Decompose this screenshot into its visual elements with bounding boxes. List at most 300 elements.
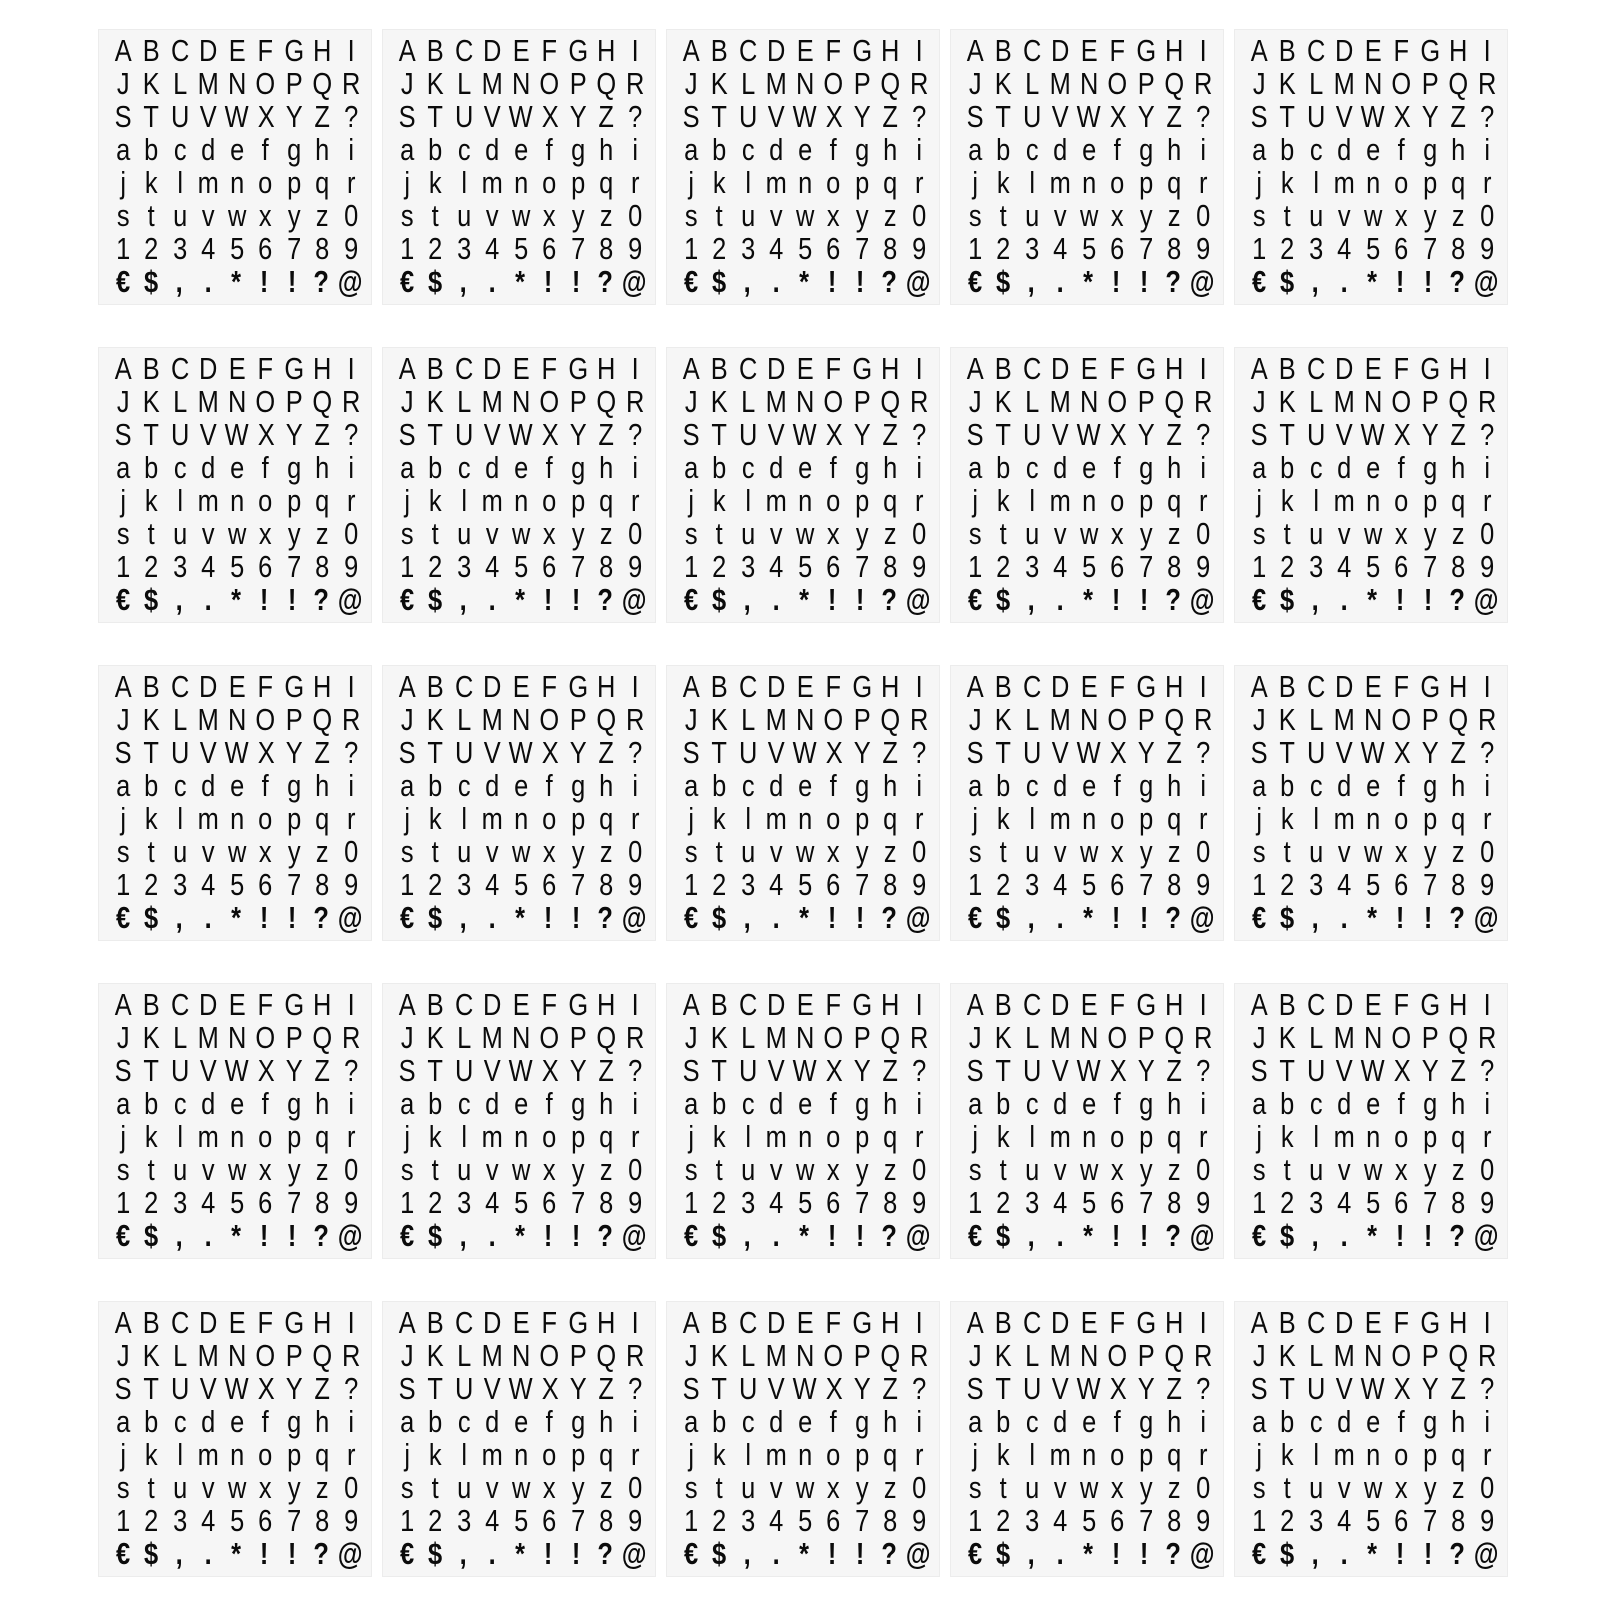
letter-sticker: M: [481, 702, 504, 737]
letter-sticker: 0: [627, 1470, 642, 1505]
letter-sticker: 1: [684, 1503, 699, 1538]
sticker-row: [961, 1438, 1217, 1471]
letter-sticker: I: [1483, 669, 1491, 704]
letter-sticker: C: [170, 987, 190, 1022]
letter-sticker: €: [116, 1218, 131, 1253]
letter-sticker: I: [631, 1305, 639, 1340]
letter-sticker: c: [1025, 768, 1039, 803]
letter-sticker: c: [741, 768, 755, 803]
sticker-row: [677, 703, 933, 736]
sticker-row: [109, 451, 365, 484]
letter-sticker: w: [1079, 516, 1099, 551]
letter-sticker: o: [542, 1437, 557, 1472]
letter-sticker: q: [883, 1437, 898, 1472]
letter-sticker: j: [972, 801, 979, 836]
sticker-row: [1245, 100, 1501, 133]
letter-sticker: 7: [1138, 231, 1153, 266]
letter-sticker: V: [199, 417, 217, 452]
letter-sticker: @: [621, 1218, 647, 1253]
letter-sticker: Z: [598, 735, 615, 770]
letter-sticker: D: [483, 987, 502, 1022]
letter-sticker: U: [454, 99, 474, 134]
letter-sticker: 4: [485, 549, 500, 584]
letter-sticker: Z: [1450, 1371, 1467, 1406]
letter-sticker: V: [199, 1371, 217, 1406]
letter-sticker: n: [513, 1119, 529, 1154]
sticker-row: [1245, 1054, 1501, 1087]
letter-sticker: X: [825, 417, 843, 452]
letter-sticker: 1: [400, 549, 415, 584]
letter-sticker: U: [738, 735, 758, 770]
letter-sticker: €: [400, 900, 415, 935]
letter-sticker: j: [1256, 165, 1263, 200]
letter-sticker: 4: [1337, 1185, 1352, 1220]
letter-sticker: C: [170, 351, 190, 386]
letter-sticker: R: [341, 1020, 360, 1055]
sticker-row: [109, 166, 365, 199]
letter-sticker: U: [1022, 1371, 1042, 1406]
letter-sticker: @: [337, 900, 363, 935]
sticker-row: [677, 583, 933, 616]
letter-sticker: 0: [911, 834, 926, 869]
letter-sticker: 0: [627, 198, 642, 233]
letter-sticker: 3: [173, 1503, 188, 1538]
letter-sticker: .: [204, 900, 212, 935]
letter-sticker: t: [148, 1152, 156, 1187]
letter-sticker: n: [797, 483, 813, 518]
letter-sticker: *: [231, 1536, 241, 1571]
letter-sticker: ?: [1164, 1218, 1181, 1253]
sticker-row: [1245, 550, 1501, 583]
letter-sticker: A: [966, 1305, 984, 1340]
sticker-row: [961, 1186, 1217, 1219]
letter-sticker: m: [1333, 165, 1356, 200]
letter-sticker: 0: [1195, 1470, 1210, 1505]
letter-sticker: r: [630, 1437, 640, 1472]
letter-sticker: p: [286, 1119, 301, 1154]
letter-sticker: 0: [343, 1152, 358, 1187]
letter-sticker: 0: [1479, 1152, 1494, 1187]
letter-sticker: L: [457, 1020, 472, 1055]
sticker-row: [1245, 67, 1501, 100]
letter-sticker: V: [483, 735, 501, 770]
letter-sticker: h: [315, 1404, 330, 1439]
letter-sticker: l: [177, 1437, 183, 1472]
letter-sticker: 5: [1081, 1185, 1097, 1220]
letter-sticker: r: [1198, 1437, 1208, 1472]
letter-sticker: 5: [513, 1185, 529, 1220]
letter-sticker: 3: [1309, 1185, 1324, 1220]
letter-sticker: p: [854, 483, 869, 518]
letter-sticker: E: [796, 669, 814, 704]
letter-sticker: M: [197, 1020, 220, 1055]
letter-sticker: G: [851, 33, 872, 68]
sticker-row: [393, 835, 649, 868]
letter-sticker: z: [883, 1470, 897, 1505]
letter-sticker: 6: [542, 867, 557, 902]
sticker-row: [393, 484, 649, 517]
letter-sticker: w: [511, 516, 531, 551]
letter-sticker: w: [795, 1470, 815, 1505]
letter-sticker: y: [1139, 834, 1153, 869]
letter-sticker: ?: [1164, 1536, 1181, 1571]
letter-sticker: I: [1483, 33, 1491, 68]
letter-sticker: 3: [1025, 1185, 1040, 1220]
letter-sticker: ?: [312, 582, 329, 617]
letter-sticker: ?: [596, 1218, 613, 1253]
letter-sticker: u: [1309, 198, 1324, 233]
letter-sticker: O: [1107, 1338, 1128, 1373]
letter-sticker: i: [631, 132, 638, 167]
letter-sticker: D: [1335, 351, 1354, 386]
letter-sticker: s: [1252, 1152, 1266, 1187]
letter-sticker: e: [1081, 768, 1097, 803]
letter-sticker: *: [799, 264, 809, 299]
letter-sticker: €: [1252, 264, 1267, 299]
letter-sticker: O: [1391, 1020, 1412, 1055]
letter-sticker: t: [716, 1152, 724, 1187]
letter-sticker: 9: [343, 549, 358, 584]
letter-sticker: 4: [1053, 231, 1068, 266]
letter-sticker: O: [1107, 66, 1128, 101]
letter-sticker: Z: [882, 735, 899, 770]
letter-sticker: !: [856, 1536, 865, 1571]
letter-sticker: Q: [312, 702, 333, 737]
letter-sticker: Y: [1421, 417, 1439, 452]
letter-sticker: ?: [911, 1371, 926, 1406]
letter-sticker: H: [1449, 33, 1468, 68]
letter-sticker: I: [631, 33, 639, 68]
letter-sticker: w: [227, 516, 247, 551]
letter-sticker: l: [461, 165, 467, 200]
letter-sticker: X: [257, 99, 275, 134]
letter-sticker: o: [542, 1119, 557, 1154]
letter-sticker: P: [285, 1020, 303, 1055]
letter-sticker: b: [1280, 132, 1295, 167]
letter-sticker: x: [543, 198, 556, 233]
sticker-row: [393, 703, 649, 736]
letter-sticker: p: [854, 1437, 869, 1472]
letter-sticker: x: [1395, 1152, 1408, 1187]
letter-sticker: W: [792, 1053, 817, 1088]
letter-sticker: T: [143, 99, 160, 134]
letter-sticker: 6: [826, 867, 841, 902]
letter-sticker: t: [716, 198, 724, 233]
sticker-row: [961, 988, 1217, 1021]
letter-sticker: s: [400, 198, 414, 233]
letter-sticker: ,: [744, 1536, 752, 1571]
letter-sticker: 4: [1053, 1503, 1068, 1538]
letter-sticker: R: [341, 66, 360, 101]
letter-sticker: x: [543, 1152, 556, 1187]
letter-sticker: D: [1051, 1305, 1070, 1340]
letter-sticker: k: [145, 1119, 159, 1154]
letter-sticker: K: [1279, 1338, 1297, 1373]
letter-sticker: r: [630, 801, 640, 836]
sticker-row: [1245, 901, 1501, 934]
letter-sticker: .: [1340, 1218, 1348, 1253]
letter-sticker: 7: [286, 1503, 301, 1538]
letter-sticker: g: [286, 1086, 301, 1121]
letter-sticker: 6: [542, 549, 557, 584]
letter-sticker: G: [283, 351, 304, 386]
letter-sticker: H: [1449, 1305, 1468, 1340]
letter-sticker: P: [1421, 1020, 1439, 1055]
sticker-sheet: [666, 983, 940, 1259]
letter-sticker: p: [1138, 165, 1153, 200]
letter-sticker: J: [116, 702, 130, 737]
letter-sticker: 0: [1195, 198, 1210, 233]
letter-sticker: F: [257, 33, 274, 68]
letter-sticker: 9: [911, 549, 926, 584]
letter-sticker: 4: [485, 867, 500, 902]
letter-sticker: !: [856, 1218, 865, 1253]
letter-sticker: 8: [1451, 1503, 1466, 1538]
letter-sticker: N: [227, 384, 247, 419]
letter-sticker: *: [1083, 264, 1093, 299]
letter-sticker: .: [1340, 1536, 1348, 1571]
sticker-row: [677, 1471, 933, 1504]
letter-sticker: n: [1365, 483, 1381, 518]
letter-sticker: T: [427, 417, 444, 452]
letter-sticker: Z: [1166, 1371, 1183, 1406]
letter-sticker: O: [539, 1338, 560, 1373]
sticker-row: [109, 1219, 365, 1252]
sticker-row: [1245, 1153, 1501, 1186]
letter-sticker: m: [765, 165, 788, 200]
letter-sticker: ,: [1028, 1218, 1036, 1253]
letter-sticker: r: [1198, 1119, 1208, 1154]
sticker-sheet: [1234, 347, 1508, 623]
sticker-row: [1245, 1120, 1501, 1153]
letter-sticker: e: [797, 1086, 813, 1121]
sticker-row: [961, 352, 1217, 385]
letter-sticker: @: [621, 582, 647, 617]
sticker-row: [393, 901, 649, 934]
letter-sticker: J: [968, 1338, 982, 1373]
letter-sticker: 5: [513, 867, 529, 902]
letter-sticker: P: [569, 1338, 587, 1373]
letter-sticker: r: [1482, 1437, 1492, 1472]
letter-sticker: ?: [911, 417, 926, 452]
letter-sticker: a: [400, 768, 415, 803]
letter-sticker: $: [996, 1218, 1011, 1253]
letter-sticker: m: [1049, 165, 1072, 200]
letter-sticker: c: [1309, 450, 1323, 485]
letter-sticker: .: [772, 900, 780, 935]
letter-sticker: d: [201, 450, 216, 485]
letter-sticker: 4: [1337, 1503, 1352, 1538]
letter-sticker: j: [1256, 1119, 1263, 1154]
letter-sticker: d: [485, 1404, 500, 1439]
letter-sticker: 1: [1252, 1185, 1267, 1220]
letter-sticker: q: [1451, 165, 1466, 200]
letter-sticker: Z: [314, 735, 331, 770]
letter-sticker: 1: [684, 1185, 699, 1220]
letter-sticker: S: [682, 99, 700, 134]
letter-sticker: d: [769, 132, 784, 167]
letter-sticker: M: [197, 1338, 220, 1373]
letter-sticker: d: [1337, 768, 1352, 803]
letter-sticker: .: [1056, 1218, 1064, 1253]
letter-sticker: k: [713, 165, 727, 200]
letter-sticker: r: [1198, 801, 1208, 836]
sticker-row: [677, 988, 933, 1021]
letter-sticker: 0: [1195, 1152, 1210, 1187]
letter-sticker: D: [199, 987, 218, 1022]
letter-sticker: 4: [769, 231, 784, 266]
letter-sticker: C: [454, 351, 474, 386]
letter-sticker: a: [684, 1404, 699, 1439]
letter-sticker: 6: [1110, 549, 1125, 584]
letter-sticker: F: [825, 351, 842, 386]
sticker-row: [109, 232, 365, 265]
letter-sticker: E: [512, 33, 530, 68]
letter-sticker: y: [571, 834, 585, 869]
letter-sticker: G: [851, 1305, 872, 1340]
letter-sticker: *: [515, 582, 525, 617]
letter-sticker: .: [772, 582, 780, 617]
letter-sticker: U: [170, 1371, 190, 1406]
letter-sticker: 0: [627, 516, 642, 551]
letter-sticker: U: [454, 417, 474, 452]
sticker-row: [677, 1120, 933, 1153]
letter-sticker: 4: [769, 1185, 784, 1220]
letter-sticker: 8: [883, 549, 898, 584]
letter-sticker: U: [1306, 1371, 1326, 1406]
letter-sticker: Q: [312, 1020, 333, 1055]
letter-sticker: E: [1080, 351, 1098, 386]
sticker-row: [677, 1438, 933, 1471]
letter-sticker: m: [765, 801, 788, 836]
letter-sticker: 3: [1025, 549, 1040, 584]
letter-sticker: 6: [542, 1503, 557, 1538]
letter-sticker: 1: [968, 867, 983, 902]
letter-sticker: ?: [880, 1536, 897, 1571]
letter-sticker: Q: [880, 1338, 901, 1373]
letter-sticker: P: [1421, 702, 1439, 737]
letter-sticker: 9: [343, 1185, 358, 1220]
letter-sticker: k: [429, 165, 443, 200]
letter-sticker: H: [597, 987, 616, 1022]
sticker-row: [961, 835, 1217, 868]
letter-sticker: z: [1451, 834, 1465, 869]
letter-sticker: b: [144, 450, 159, 485]
letter-sticker: .: [772, 1218, 780, 1253]
letter-sticker: u: [1025, 1470, 1040, 1505]
letter-sticker: A: [682, 33, 700, 68]
letter-sticker: J: [684, 1020, 698, 1055]
letter-sticker: Y: [285, 1371, 303, 1406]
letter-sticker: 8: [599, 1503, 614, 1538]
letter-sticker: R: [1193, 1338, 1212, 1373]
letter-sticker: b: [1280, 768, 1295, 803]
sticker-row: [109, 583, 365, 616]
letter-sticker: Y: [569, 99, 587, 134]
letter-sticker: u: [173, 1152, 188, 1187]
letter-sticker: a: [968, 1404, 983, 1439]
letter-sticker: $: [428, 264, 443, 299]
letter-sticker: T: [1279, 1371, 1296, 1406]
letter-sticker: M: [1333, 702, 1356, 737]
letter-sticker: E: [1080, 987, 1098, 1022]
letter-sticker: K: [1279, 384, 1297, 419]
letter-sticker: F: [257, 669, 274, 704]
letter-sticker: 8: [1451, 1185, 1466, 1220]
letter-sticker: v: [202, 198, 215, 233]
letter-sticker: ?: [627, 1371, 642, 1406]
sticker-row: [677, 1405, 933, 1438]
letter-sticker: x: [827, 1470, 840, 1505]
letter-sticker: R: [1193, 702, 1212, 737]
sticker-sheet: [98, 665, 372, 941]
letter-sticker: x: [1395, 1470, 1408, 1505]
letter-sticker: R: [625, 384, 644, 419]
letter-sticker: k: [1281, 1437, 1295, 1472]
letter-sticker: b: [428, 768, 443, 803]
sticker-row: [109, 67, 365, 100]
letter-sticker: K: [143, 1020, 161, 1055]
letter-sticker: K: [711, 702, 729, 737]
sticker-row: [677, 1504, 933, 1537]
letter-sticker: V: [483, 99, 501, 134]
letter-sticker: 2: [428, 1185, 443, 1220]
letter-sticker: T: [143, 417, 160, 452]
letter-sticker: u: [173, 1470, 188, 1505]
letter-sticker: a: [968, 768, 983, 803]
letter-sticker: N: [1079, 1338, 1099, 1373]
sticker-row: [109, 1021, 365, 1054]
letter-sticker: 2: [712, 1503, 727, 1538]
letter-sticker: T: [1279, 417, 1296, 452]
letter-sticker: 2: [144, 867, 159, 902]
letter-sticker: A: [1250, 351, 1268, 386]
letter-sticker: V: [1335, 417, 1353, 452]
letter-sticker: 0: [1479, 198, 1494, 233]
letter-sticker: *: [1083, 1536, 1093, 1571]
letter-sticker: W: [1076, 99, 1101, 134]
letter-sticker: n: [229, 1119, 245, 1154]
letter-sticker: D: [767, 33, 786, 68]
letter-sticker: J: [400, 66, 414, 101]
letter-sticker: X: [1393, 1053, 1411, 1088]
letter-sticker: ?: [343, 417, 358, 452]
letter-sticker: n: [797, 801, 813, 836]
letter-sticker: e: [797, 1404, 813, 1439]
letter-sticker: z: [599, 1152, 613, 1187]
letter-sticker: c: [1025, 1086, 1039, 1121]
letter-sticker: 2: [144, 1503, 159, 1538]
letter-sticker: R: [1477, 1020, 1496, 1055]
sticker-row: [677, 1537, 933, 1570]
letter-sticker: *: [1083, 1218, 1093, 1253]
letter-sticker: f: [545, 1086, 553, 1121]
letter-sticker: @: [1189, 264, 1215, 299]
sticker-row: [109, 34, 365, 67]
sticker-row: [677, 1087, 933, 1120]
letter-sticker: ,: [744, 582, 752, 617]
letter-sticker: h: [1451, 132, 1466, 167]
letter-sticker: g: [1138, 132, 1153, 167]
letter-sticker: z: [1451, 516, 1465, 551]
letter-sticker: z: [1451, 1470, 1465, 1505]
letter-sticker: F: [541, 351, 558, 386]
letter-sticker: m: [765, 483, 788, 518]
sticker-row: [1245, 1537, 1501, 1570]
letter-sticker: o: [542, 483, 557, 518]
letter-sticker: l: [1029, 1119, 1035, 1154]
letter-sticker: S: [682, 417, 700, 452]
